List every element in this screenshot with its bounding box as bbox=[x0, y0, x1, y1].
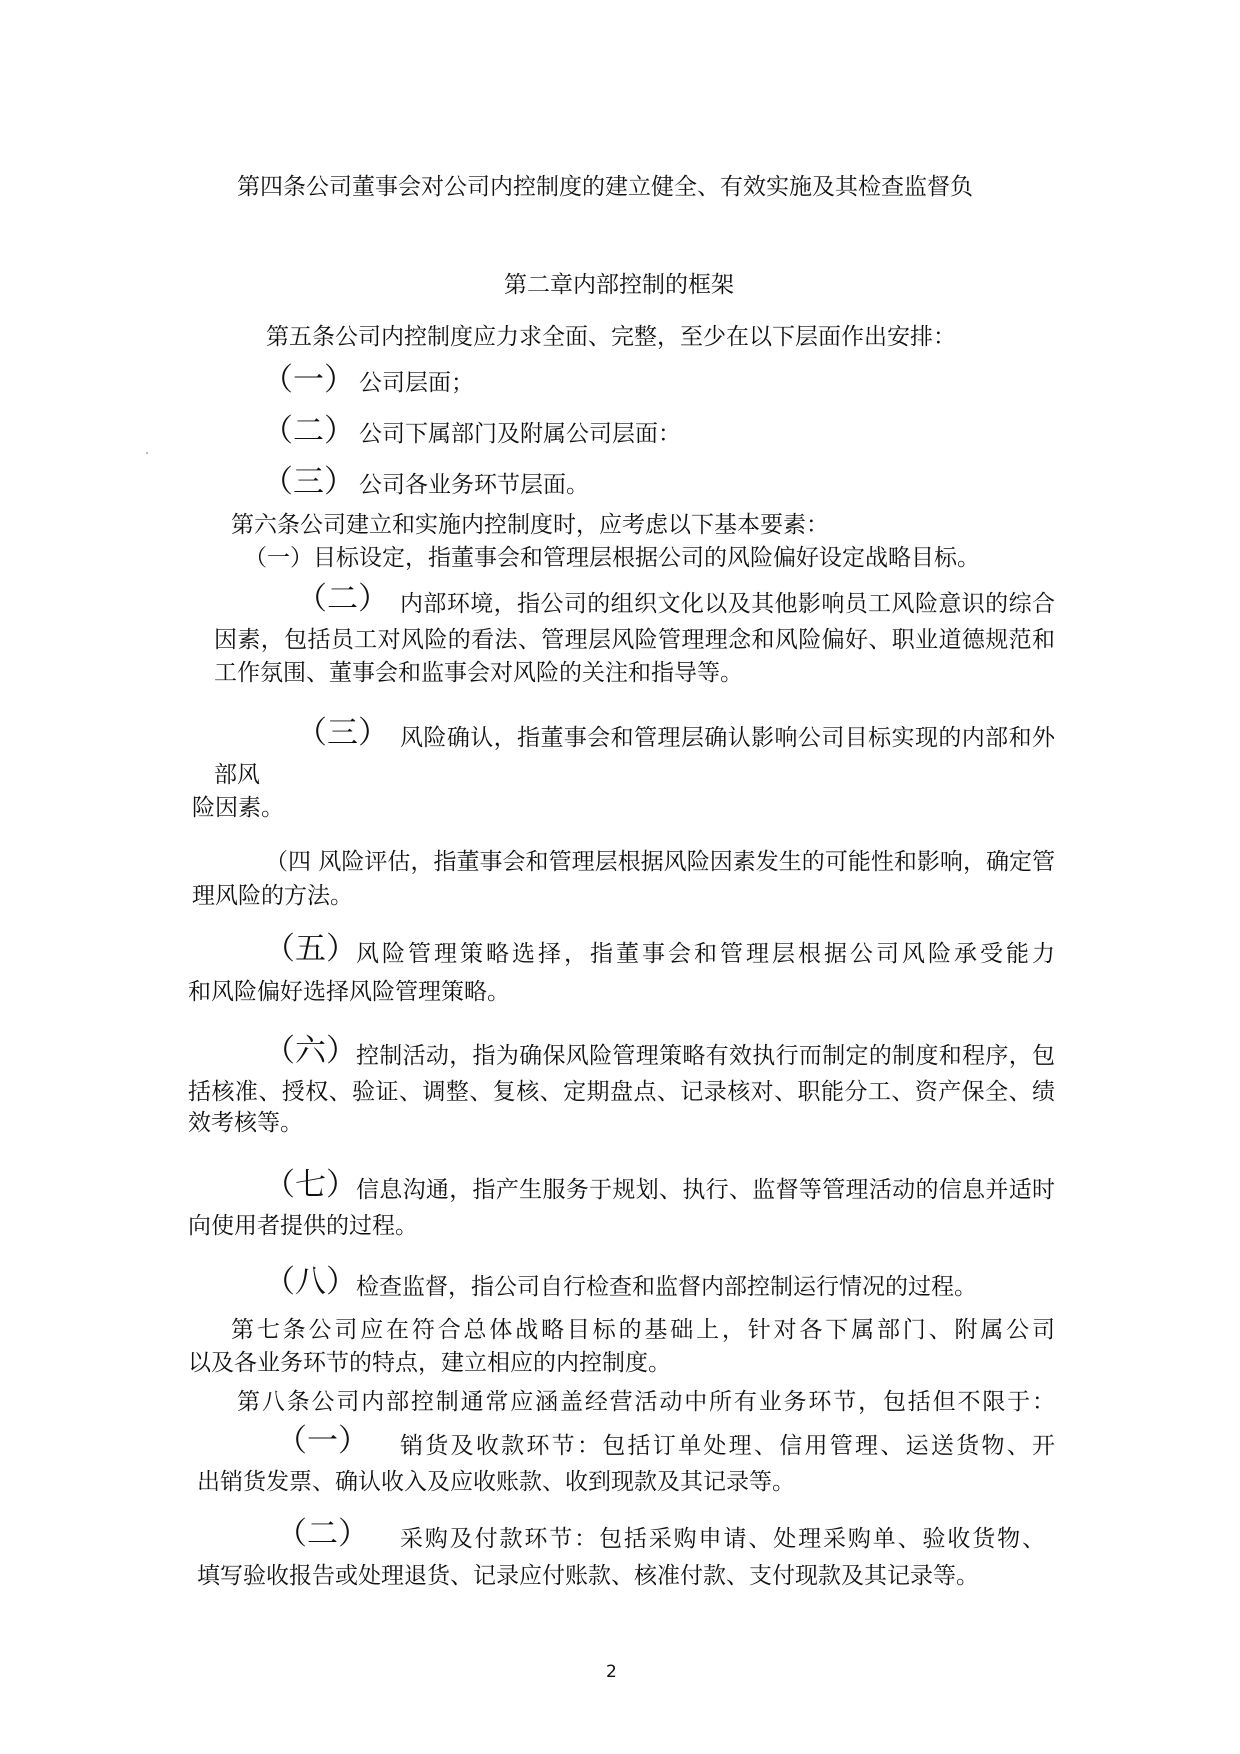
item-marker: （二） bbox=[262, 413, 355, 449]
item-text: 公司下属部门及附属公司层面： bbox=[359, 421, 681, 447]
item-text: 公司层面； bbox=[359, 370, 474, 396]
item-marker: （七） bbox=[264, 1167, 357, 1203]
art6-item-5-marker bbox=[264, 931, 357, 967]
item-marker: （五） bbox=[264, 931, 357, 967]
art6-item-3-line1: 风险确认，指董事会和管理层确认影响公司目标实现的内部和外 bbox=[400, 725, 1055, 751]
page-number: 2 bbox=[606, 1662, 617, 1682]
art6-item-3-marker bbox=[296, 715, 389, 751]
art6-item-3-line3: 险因素。 bbox=[192, 795, 284, 821]
item-marker: （八） bbox=[264, 1264, 357, 1300]
art6-item-4-line2: 理风险的方法。 bbox=[192, 883, 353, 909]
article-7-line2: 以及各业务环节的特点，建立相应的内控制度。 bbox=[188, 1350, 671, 1376]
art6-item-5-line2: 和风险偏好选择风险管理策略。 bbox=[188, 979, 510, 1005]
art6-item-7-line2: 向使用者提供的过程。 bbox=[188, 1213, 418, 1239]
art6-item-2-marker bbox=[296, 581, 389, 617]
art5-item-3 bbox=[262, 464, 589, 500]
chapter-heading: 第二章内部控制的框架 bbox=[504, 272, 734, 298]
item-marker: （二） bbox=[276, 1516, 369, 1552]
art6-item-3-line2: 部风 bbox=[214, 762, 260, 788]
art8-item-2-line2: 填写验收报告或处理退货、记录应付账款、核准付款、支付现款及其记录等。 bbox=[197, 1563, 979, 1589]
art6-item-2-line3: 工作氛围、董事会和监事会对风险的关注和指导等。 bbox=[214, 660, 743, 686]
article-7-line1: 第七条公司应在符合总体战略目标的基础上，针对各下属部门、附属公司 bbox=[231, 1317, 1055, 1343]
art8-item-1-marker bbox=[276, 1423, 369, 1459]
art6-item-8-line1: 检查监督，指公司自行检查和监督内部控制运行情况的过程。 bbox=[356, 1274, 977, 1300]
art5-item-2 bbox=[262, 413, 681, 449]
art6-item-8-marker bbox=[264, 1264, 357, 1300]
art6-item-6-line3: 效考核等。 bbox=[188, 1110, 303, 1136]
item-marker: （一） bbox=[276, 1423, 369, 1459]
item-text: 公司各业务环节层面。 bbox=[359, 472, 589, 498]
item-marker: （三） bbox=[296, 715, 389, 751]
item-marker: （一） bbox=[262, 362, 355, 398]
art6-item-7-marker bbox=[264, 1167, 357, 1203]
art6-item-2-line1: 内部环境，指公司的组织文化以及其他影响员工风险意识的综合 bbox=[400, 591, 1055, 617]
art6-item-2-line2: 因素，包括员工对风险的看法、管理层风险管理理念和风险偏好、职业道德规范和 bbox=[214, 627, 1055, 653]
art8-item-1-line2: 出销货发票、确认收入及应收账款、收到现款及其记录等。 bbox=[197, 1469, 795, 1495]
art6-item-1: （一）目标设定，指董事会和管理层根据公司的风险偏好设定战略目标。 bbox=[244, 545, 980, 571]
scan-speck bbox=[146, 452, 148, 454]
item-marker: （三） bbox=[262, 464, 355, 500]
art8-item-1-line1: 销货及收款环节：包括订单处理、信用管理、运送货物、开 bbox=[400, 1433, 1055, 1459]
art6-item-6-marker bbox=[264, 1033, 357, 1069]
art6-item-7-line1: 信息沟通，指产生服务于规划、执行、监督等管理活动的信息并适时 bbox=[356, 1177, 1055, 1203]
art5-item-1 bbox=[262, 362, 474, 398]
art8-item-2-marker bbox=[276, 1516, 369, 1552]
article-5: 第五条公司内控制度应力求全面、完整，至少在以下层面作出安排： bbox=[266, 324, 956, 350]
article-4: 第四条公司董事会对公司内控制度的建立健全、有效实施及其检查监督负 bbox=[237, 174, 973, 200]
item-marker: （二） bbox=[296, 581, 389, 617]
art6-item-6-line1: 控制活动，指为确保风险管理策略有效执行而制定的制度和程序，包 bbox=[356, 1043, 1055, 1069]
art6-item-6-line2: 括核准、授权、验证、调整、复核、定期盘点、记录核对、职能分工、资产保全、绩 bbox=[188, 1079, 1055, 1105]
art6-item-4-line1: （四 风险评估，指董事会和管理层根据风险因素发生的可能性和影响，确定管 bbox=[265, 849, 1055, 875]
item-marker: （六） bbox=[264, 1033, 357, 1069]
art8-item-2-line1: 采购及付款环节：包括采购申请、处理采购单、验收货物、 bbox=[400, 1526, 1045, 1552]
article-8: 第八条公司内部控制通常应涵盖经营活动中所有业务环节，包括但不限于： bbox=[237, 1389, 1055, 1415]
art6-item-5-line1: 风险管理策略选择，指董事会和管理层根据公司风险承受能力 bbox=[356, 941, 1055, 967]
article-6: 第六条公司建立和实施内控制度时，应考虑以下基本要素： bbox=[231, 512, 829, 538]
